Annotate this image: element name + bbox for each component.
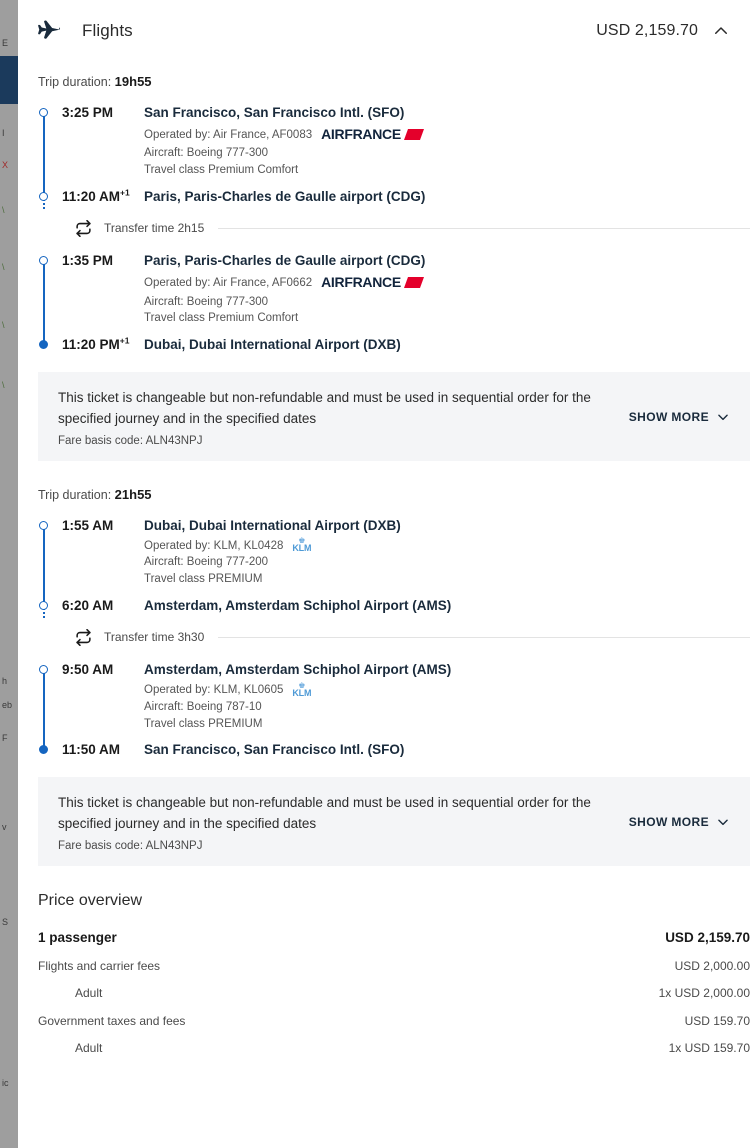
klm-crown-icon: ♚ bbox=[298, 680, 306, 690]
timeline-rail bbox=[38, 337, 56, 354]
leg-depart-time bbox=[56, 518, 144, 598]
next-day-indicator: +1 bbox=[120, 187, 130, 198]
transfer-time-text: Transfer time 2h15 bbox=[104, 221, 205, 236]
timeline-dot-filled bbox=[39, 340, 48, 349]
page-title: Flights bbox=[82, 21, 133, 40]
timeline-line-solid bbox=[43, 528, 45, 602]
timeline-rail bbox=[38, 189, 56, 206]
background-fragment: \ bbox=[2, 380, 5, 390]
leg-arrive-time bbox=[56, 189, 144, 206]
chevron-down-icon bbox=[716, 815, 730, 829]
trip-duration-value: 19h55 bbox=[114, 74, 152, 89]
leg-operated-by-row bbox=[144, 682, 750, 699]
airfrance-logo-text: AIRFRANCE bbox=[321, 274, 401, 291]
price-row-label: 1 passenger bbox=[38, 930, 117, 945]
background-navy-block bbox=[0, 56, 18, 104]
klm-logo-text: KLM bbox=[292, 687, 312, 698]
leg-depart-airport: Dubai, Dubai International Airport (DXB) bbox=[144, 517, 401, 533]
background-page-sliver bbox=[0, 0, 18, 1148]
background-fragment: X bbox=[2, 160, 9, 170]
fare-conditions-description: This ticket is changeable but non-refundable and must be used in sequential order for the specified journey and in the specified dates bbox=[58, 795, 591, 832]
flight-leg-depart bbox=[38, 105, 750, 189]
leg-travel-class: Travel class Premium Comfort bbox=[144, 312, 299, 325]
background-fragment: E bbox=[2, 38, 9, 48]
show-more-label: SHOW MORE bbox=[628, 409, 709, 424]
fare-conditions-box bbox=[38, 372, 750, 461]
transfer-row bbox=[38, 205, 750, 253]
price-overview-title: Price overview bbox=[38, 892, 143, 909]
leg-details bbox=[144, 518, 750, 598]
leg-arrive-airport: Amsterdam, Amsterdam Schiphol Airport (AMS) bbox=[144, 597, 452, 613]
leg-operated-by: Operated by: KLM, KL0605 bbox=[144, 684, 284, 697]
price-row-value: 1x USD 2,000.00 bbox=[658, 986, 750, 1000]
fare-basis-code: Fare basis code: ALN43NPJ bbox=[58, 434, 203, 447]
leg-depart-airport: Paris, Paris-Charles de Gaulle airport (CDG) bbox=[144, 253, 426, 269]
leg-operated-by-row bbox=[144, 125, 750, 145]
price-row-label: Adult bbox=[75, 986, 103, 1000]
leg-depart-time bbox=[56, 105, 144, 189]
time-text: 1:35 PM bbox=[62, 253, 114, 269]
show-more-label: SHOW MORE bbox=[628, 815, 709, 830]
timeline-rail bbox=[38, 518, 56, 598]
timeline-line-solid bbox=[43, 672, 45, 746]
show-more-button[interactable] bbox=[629, 410, 730, 424]
background-fragment: \ bbox=[2, 320, 5, 330]
transfer-swap-icon bbox=[72, 219, 94, 237]
leg-arrive-airport: San Francisco, San Francisco Intl. (SFO) bbox=[144, 742, 405, 758]
klm-logo-text: KLM bbox=[292, 542, 312, 553]
fare-conditions-text bbox=[58, 793, 619, 852]
show-more-button[interactable] bbox=[629, 815, 730, 829]
leg-operated-by: Operated by: Air France, AF0083 bbox=[144, 128, 313, 141]
time-text: 11:20 PM bbox=[62, 336, 120, 352]
background-fragment: v bbox=[2, 822, 7, 832]
timeline-dot-open bbox=[39, 192, 48, 201]
leg-depart-time bbox=[56, 662, 144, 742]
flights-header[interactable] bbox=[34, 0, 730, 60]
flight-leg-arrive bbox=[38, 598, 750, 615]
leg-operated-by: Operated by: KLM, KL0428 bbox=[144, 539, 284, 552]
itinerary-return bbox=[18, 518, 750, 760]
timeline-dot-filled bbox=[39, 745, 48, 754]
transfer-row bbox=[38, 614, 750, 662]
background-fragment: \ bbox=[2, 205, 5, 215]
trip-duration-outbound bbox=[38, 74, 750, 89]
trip-duration-label: Trip duration: bbox=[38, 487, 112, 502]
fare-basis-code: Fare basis code: ALN43NPJ bbox=[58, 840, 203, 852]
background-fragment: I bbox=[2, 128, 5, 138]
leg-arrive-details bbox=[144, 189, 750, 206]
leg-aircraft: Aircraft: Boeing 777-300 bbox=[144, 295, 269, 308]
transfer-time-text: Transfer time 3h30 bbox=[104, 630, 205, 645]
price-overview-section bbox=[18, 892, 750, 1055]
leg-arrive-time bbox=[56, 598, 144, 615]
price-row-label: Government taxes and fees bbox=[38, 1014, 186, 1028]
trip-block-outbound bbox=[18, 74, 750, 461]
fare-conditions-description: This ticket is changeable but non-refundable and must be used in sequential order for the specified journey and in the specified dates bbox=[58, 389, 591, 426]
time-text: 3:25 PM bbox=[62, 105, 114, 120]
trip-duration-return bbox=[38, 487, 750, 502]
plane-icon bbox=[34, 16, 64, 46]
price-row-value: USD 2,159.70 bbox=[665, 930, 750, 945]
timeline-rail bbox=[38, 105, 56, 189]
time-text: 6:20 AM bbox=[62, 597, 114, 613]
fare-conditions-text bbox=[58, 388, 619, 447]
time-text: 1:55 AM bbox=[62, 517, 114, 533]
leg-arrive-details bbox=[144, 337, 750, 354]
transfer-divider bbox=[218, 637, 750, 638]
price-row-sub bbox=[38, 1041, 750, 1055]
klm-logo bbox=[292, 682, 311, 698]
airfrance-stripe-icon bbox=[404, 277, 424, 288]
price-row-group bbox=[38, 959, 750, 973]
klm-logo bbox=[292, 537, 311, 553]
timeline-dot-open bbox=[39, 665, 48, 674]
timeline-dot-open bbox=[39, 108, 48, 117]
background-fragment: F bbox=[2, 733, 8, 743]
leg-arrive-time bbox=[56, 742, 144, 759]
price-row-value: 1x USD 159.70 bbox=[668, 1041, 750, 1055]
leg-travel-class: Travel class Premium Comfort bbox=[144, 163, 299, 176]
price-row-label: Adult bbox=[75, 1041, 103, 1055]
timeline-rail bbox=[38, 253, 56, 337]
price-row-label: Flights and carrier fees bbox=[38, 959, 161, 973]
leg-arrive-airport: Dubai, Dubai International Airport (DXB) bbox=[144, 336, 401, 352]
timeline-line-solid bbox=[43, 115, 45, 193]
timeline-rail bbox=[38, 662, 56, 742]
flight-leg-depart bbox=[38, 662, 750, 742]
price-row-sub bbox=[38, 986, 750, 1000]
leg-depart-time bbox=[56, 253, 144, 337]
header-total-price: USD 2,159.70 bbox=[596, 22, 698, 39]
transfer-divider bbox=[218, 228, 750, 229]
leg-operated-by-row bbox=[144, 273, 750, 293]
leg-details bbox=[144, 253, 750, 337]
leg-aircraft: Aircraft: Boeing 777-200 bbox=[144, 556, 269, 569]
flight-leg-arrive bbox=[38, 337, 750, 354]
price-row-group bbox=[38, 1014, 750, 1028]
timeline-rail bbox=[38, 598, 56, 615]
background-fragment: ic bbox=[2, 1078, 9, 1088]
leg-operated-by: Operated by: Air France, AF0662 bbox=[144, 277, 313, 290]
itinerary-outbound bbox=[18, 105, 750, 354]
airfrance-logo bbox=[321, 124, 422, 144]
price-row-value: USD 2,000.00 bbox=[674, 959, 750, 973]
background-fragment: \ bbox=[2, 262, 5, 272]
flight-leg-arrive bbox=[38, 742, 750, 759]
timeline-line-solid bbox=[43, 263, 45, 341]
timeline-dot-open bbox=[39, 256, 48, 265]
timeline-dot-open bbox=[39, 521, 48, 530]
airfrance-stripe-icon bbox=[404, 129, 424, 140]
fare-conditions-box bbox=[38, 777, 750, 866]
leg-details bbox=[144, 105, 750, 189]
leg-aircraft: Aircraft: Boeing 777-300 bbox=[144, 147, 269, 160]
price-row-total bbox=[38, 930, 750, 945]
chevron-up-icon[interactable] bbox=[712, 22, 730, 40]
flights-panel bbox=[18, 0, 750, 1148]
airfrance-logo bbox=[321, 272, 422, 292]
leg-arrive-airport: Paris, Paris-Charles de Gaulle airport (CDG) bbox=[144, 188, 426, 204]
trip-block-return bbox=[18, 487, 750, 866]
flight-leg-arrive bbox=[38, 189, 750, 206]
leg-operated-by-row bbox=[144, 535, 750, 555]
background-fragment: eb bbox=[2, 700, 13, 710]
trip-duration-label: Trip duration: bbox=[38, 75, 112, 89]
next-day-indicator: +1 bbox=[119, 335, 130, 346]
leg-travel-class: Travel class PREMIUM bbox=[144, 572, 263, 585]
leg-depart-airport: San Francisco, San Francisco Intl. (SFO) bbox=[144, 105, 405, 120]
airfrance-logo-text: AIRFRANCE bbox=[321, 125, 401, 142]
timeline-rail bbox=[38, 742, 56, 759]
leg-arrive-details bbox=[144, 598, 750, 615]
leg-arrive-time bbox=[56, 337, 144, 354]
leg-aircraft: Aircraft: Boeing 787-10 bbox=[144, 700, 262, 713]
leg-arrive-details bbox=[144, 742, 750, 759]
background-fragment: S bbox=[2, 917, 9, 927]
timeline-dot-open bbox=[39, 601, 48, 610]
time-text: 11:20 AM bbox=[62, 188, 121, 204]
transfer-swap-icon bbox=[72, 628, 94, 646]
leg-details bbox=[144, 662, 750, 742]
flight-leg-depart bbox=[38, 518, 750, 598]
chevron-down-icon bbox=[716, 410, 730, 424]
price-row-value: USD 159.70 bbox=[684, 1014, 750, 1028]
leg-travel-class: Travel class PREMIUM bbox=[144, 717, 263, 730]
klm-crown-icon: ♚ bbox=[298, 535, 306, 545]
background-fragment: h bbox=[2, 676, 8, 686]
trip-duration-value: 21h55 bbox=[114, 486, 152, 502]
flight-leg-depart bbox=[38, 253, 750, 337]
leg-depart-airport: Amsterdam, Amsterdam Schiphol Airport (AMS) bbox=[144, 662, 452, 678]
time-text: 11:50 AM bbox=[62, 742, 121, 758]
time-text: 9:50 AM bbox=[62, 662, 114, 678]
